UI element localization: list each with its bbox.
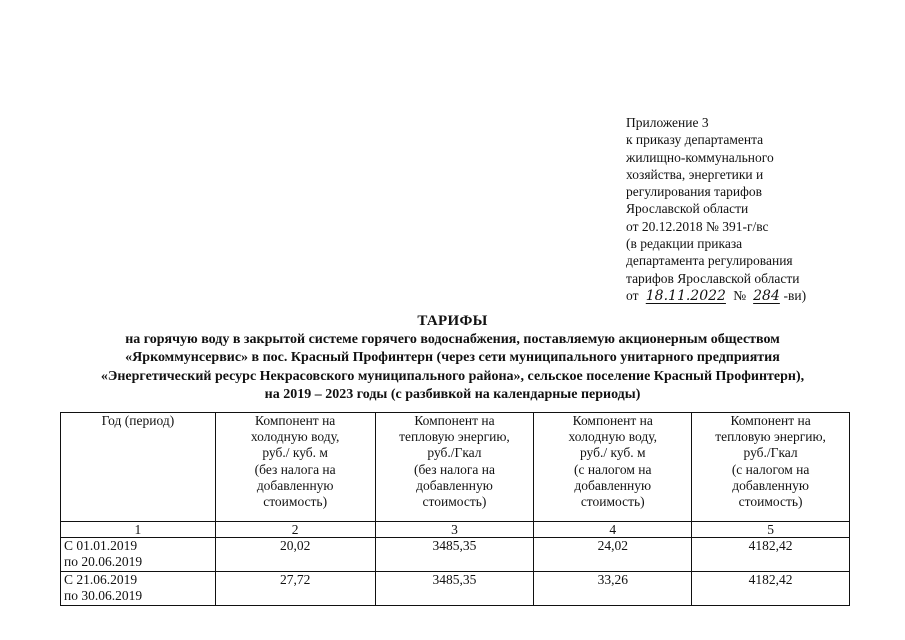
header-period: Год (период) (61, 413, 216, 522)
table-header-row (61, 413, 850, 522)
appendix-line: департамента регулирования (626, 253, 793, 269)
header-cold-water-with-vat: Компонент на холодную воду, руб./ куб. м (с налогом на добавленную стоимость) (534, 413, 692, 522)
column-number: 3 (375, 522, 534, 538)
value-cell: 20,02 (215, 538, 375, 572)
column-number-row (61, 522, 850, 538)
appendix-line: регулирования тарифов (626, 184, 763, 200)
appendix-line: хозяйства, энергетики и (626, 166, 764, 182)
table-row (61, 538, 850, 572)
header-heat-with-vat: Компонент на тепловую энергию, руб./Гкал (с налогом на добавленную стоимость) (692, 413, 850, 522)
appendix-last-line (626, 287, 866, 305)
value-cell: 3485,35 (375, 538, 534, 572)
column-number: 4 (534, 522, 692, 538)
column-number: 2 (215, 522, 375, 538)
appendix-line: тарифов Ярославской области (626, 270, 800, 286)
appendix-line: Приложение 3 (626, 115, 709, 130)
appendix-block (626, 114, 866, 305)
tariff-table (60, 412, 850, 606)
value-cell: 33,26 (534, 572, 692, 606)
period-cell: С 01.01.2019 по 20.06.2019 (61, 538, 216, 572)
appendix-line: Ярославской области (626, 201, 749, 217)
header-cold-water-no-vat: Компонент на холодную воду, руб./ куб. м (без налога на добавленную стоимость) (215, 413, 375, 522)
table-row (61, 572, 850, 606)
appendix-suffix: -ви) (783, 287, 807, 303)
value-cell: 4182,42 (692, 538, 850, 572)
value-cell: 3485,35 (375, 572, 534, 606)
column-number: 5 (692, 522, 850, 538)
document-title (0, 312, 905, 405)
title-line: «Яркоммунсервис» в пос. Красный Профинтерн (через сети муниципального унитарного предприятия (125, 350, 780, 366)
value-cell: 4182,42 (692, 572, 850, 606)
appendix-line: (в редакции приказа (626, 236, 743, 252)
appendix-line: от 20.12.2018 № 391-г/вс (626, 218, 769, 234)
number-sign: № (733, 287, 747, 303)
title-line: «Энергетический ресурс Некрасовского муниципального района», сельское поселение Красный Профинтерн), (100, 368, 805, 384)
appendix-line: к приказу департамента (626, 132, 764, 148)
period-cell: С 21.06.2019 по 30.06.2019 (61, 572, 216, 606)
value-cell: 24,02 (534, 538, 692, 572)
handwritten-date: 18.11.2022 (645, 287, 726, 304)
value-cell: 27,72 (215, 572, 375, 606)
handwritten-number: 284 (753, 287, 780, 304)
title-line: на горячую воду в закрытой системе горячего водоснабжения, поставляемую акционерным обществом (125, 331, 780, 347)
title-heading: ТАРИФЫ (417, 313, 488, 329)
appendix-line: жилищно-коммунального (626, 149, 774, 165)
title-line: на 2019 – 2023 годы (с разбивкой на календарные периоды) (264, 387, 641, 403)
header-heat-no-vat: Компонент на тепловую энергию, руб./Гкал (без налога на добавленную стоимость) (375, 413, 534, 522)
column-number: 1 (61, 522, 216, 538)
appendix-from: от (626, 287, 639, 303)
